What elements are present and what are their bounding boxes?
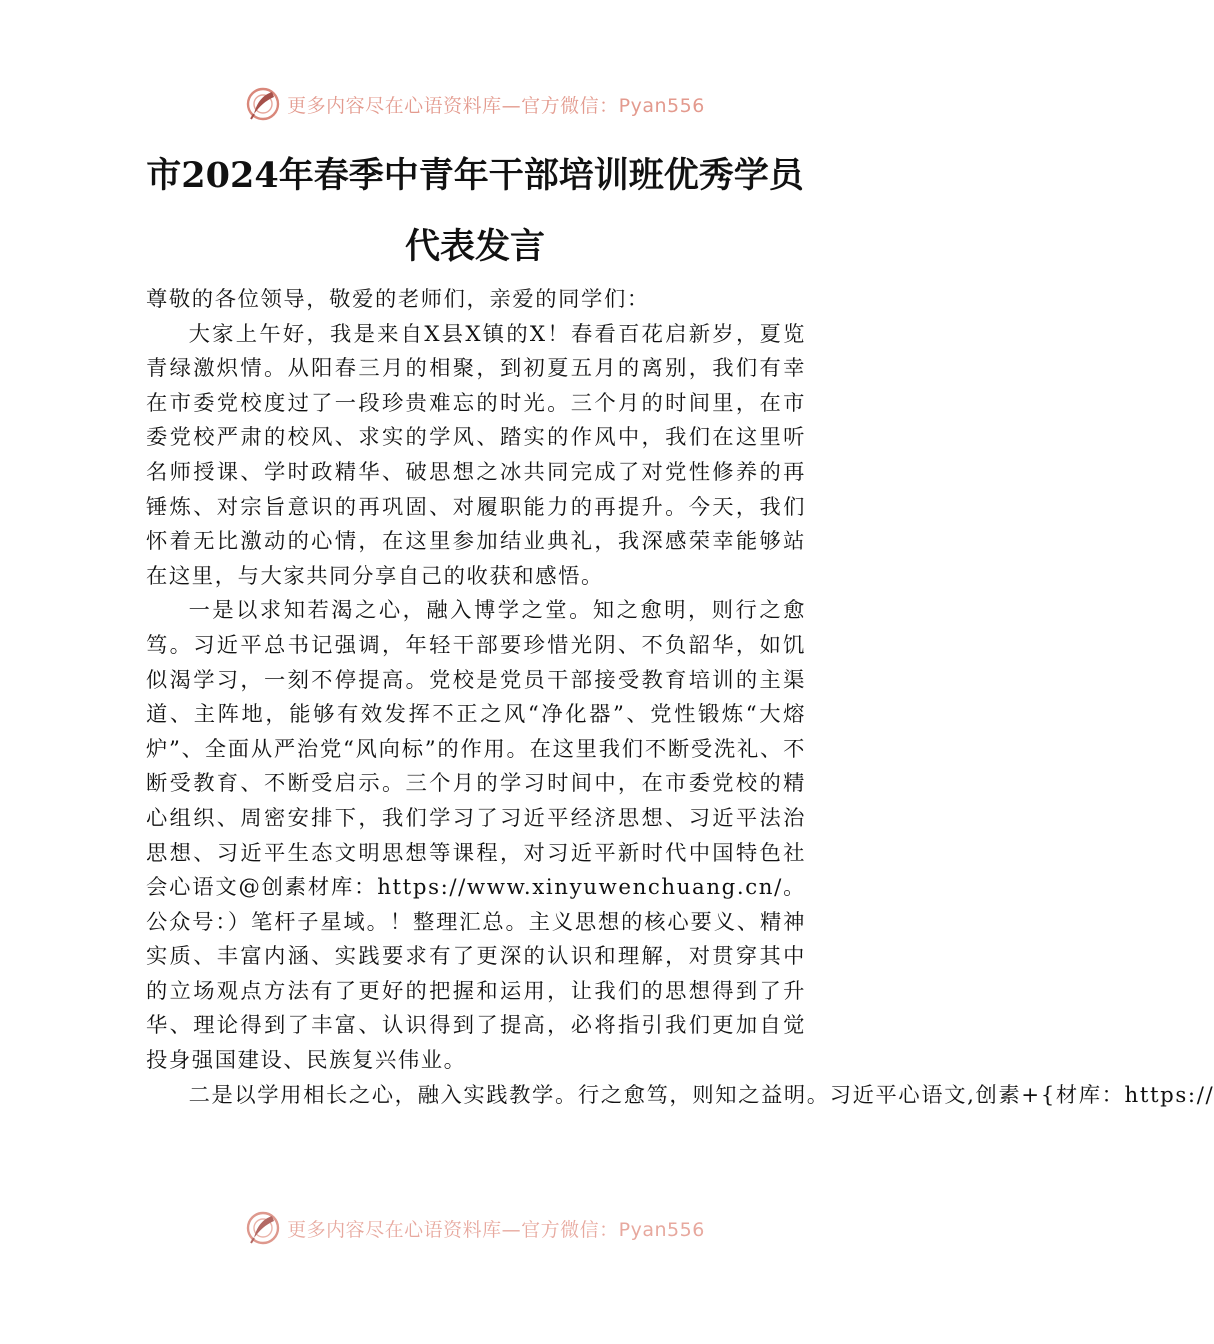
paragraph-point-one: 一是以求知若渴之心，融入博学之堂。知之愈明，则行之愈笃。习近平总书记强调，年轻干部要珍惜光阴、不负韶华，如饥似渴学习，一刻不停提高。党校是党员干部接受教育培训的主渠道、主阵地，能够有效发挥不正之风“净化器”、党性锻炼“大熔炉”、全面从严治党“风向标”的作用。在这里我们不断受洗礼、不断受教育、不断受启示。三个月的学习时间中，在市委党校的精心组织、周密安排下，我们学习了习近平经济思想、习近平法治思想、习近平生态文明思想等课程，对习近平新时代中国特色社会心语文@创素材库：https://www.xinyuwenchuang.cn/。公众号：）笔杆子星域。！整理汇总。主义思想的核心要义、精神实质、丰富内涵、实践要求有了更深的认识和理解，对贯穿其中的立场观点方法有了更好的把握和运用，让我们的思想得到了升华、理论得到了丰富、认识得到了提高，必将指引我们更加自觉投身强国建设、民族复兴伟业。: [146, 598, 806, 1074]
footer-watermark: [0, 1206, 950, 1246]
salutation: 尊敬的各位领导，敬爱的老师们，亲爱的同学们：: [146, 287, 650, 312]
feather-pen-logo-icon: [245, 86, 281, 122]
paragraph-opening: 大家上午好，我是来自X县X镇的X！春看百花启新岁，夏览青绿激炽情。从阳春三月的相聚，到初夏五月的离别，我们有幸在市委党校度过了一段珍贵难忘的时光。三个月的时间里，在市委党校严肃的校风、求实的学风、踏实的作风中，我们在这里听名师授课、学时政精华、破思想之冰共同完成了对党性修养的再锤炼、对宗旨意识的再巩固、对履职能力的再提升。今天，我们怀着无比激动的心情，在这里参加结业典礼，我深感荣幸能够站在这里，与大家共同分享自己的收获和感悟。: [146, 321, 806, 589]
document-title-line-1: 市2024年春季中青年干部培训班优秀学员: [146, 155, 804, 196]
document-title-line-2: 代表发言: [404, 226, 545, 267]
document-body: [146, 283, 1214, 1113]
watermark-text: 更多内容尽在心语资料库—官方微信：Pyan556: [287, 94, 705, 117]
watermark-text: 更多内容尽在心语资料库—官方微信：Pyan556: [287, 1218, 705, 1241]
header-watermark: [0, 84, 950, 124]
feather-pen-logo-icon: [245, 1210, 281, 1246]
paragraph-point-two: 二是以学用相长之心，融入实践教学。行之愈笃，则知之益明。习近平心语文,创素+{材库：https://: [188, 1082, 1214, 1108]
